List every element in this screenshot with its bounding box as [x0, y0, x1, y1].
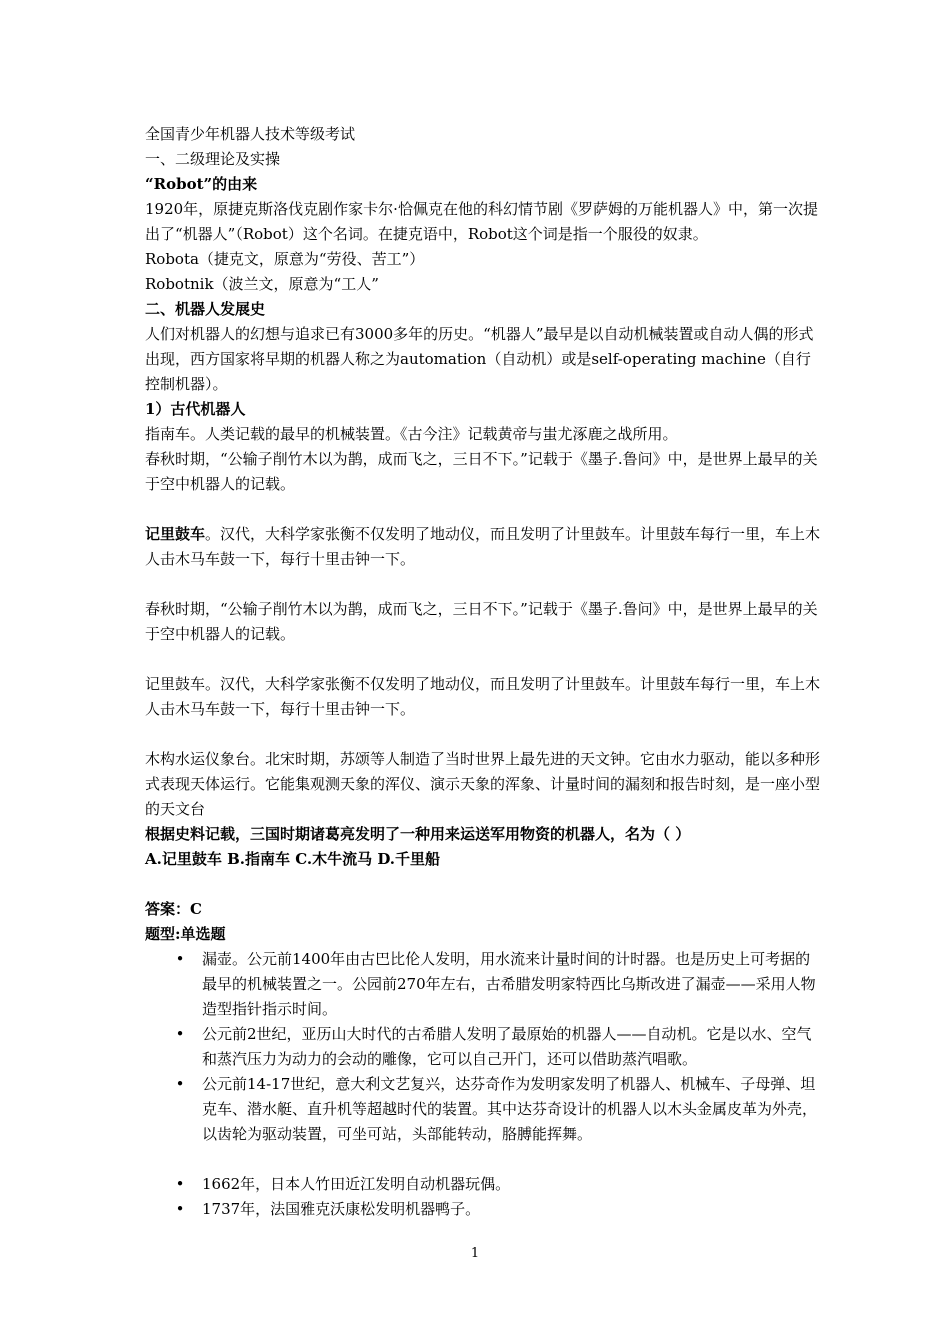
section-heading-2: 二、机器人发展史	[145, 300, 266, 318]
section-heading-1: 一、二级理论及实操	[145, 150, 281, 168]
list-item-text: 1662年，日本人竹田近江发明自动机器玩偶。	[202, 1175, 511, 1193]
doc-title: 全国青少年机器人技术等级考试	[145, 125, 356, 143]
jili-paragraph-1	[145, 522, 825, 572]
list-item-text: 公元前14-17世纪，意大利文艺复兴，达芬奇作为发明家发明了机器人、机械车、子母弹、坦克车、潜水艇、直升机等超越时代的装置。其中达芬奇设计的机器人以木头金属皮革为外壳，以齿轮为驱动装置，可坐可站，头部能转动，胳膊能挥舞。	[202, 1075, 818, 1143]
robot-origin-heading: “Robot”的由来	[145, 175, 258, 193]
list-item	[145, 1072, 825, 1147]
mugou-paragraph: 木构水运仪象台。北宋时期，苏颂等人制造了当时世界上最先进的天文钟。它由水力驱动，能以多种形式表现天体运行。它能集观测天象的浑仪、演示天象的浑象、计量时间的漏刻和报告时刻，是一座小型的天文台	[145, 750, 821, 818]
bullet-icon: •	[175, 1025, 185, 1043]
list-item	[145, 1172, 825, 1197]
chunqiu-paragraph-2: 春秋时期，“公输子削竹木以为鹊，成而飞之，三日不下。”记载于《墨子.鲁问》中，是世界上最早的关于空中机器人的记载。	[145, 600, 818, 643]
bullet-icon: •	[175, 1175, 185, 1193]
blank-line	[145, 647, 825, 672]
ancient-robots-heading: 1）古代机器人	[145, 400, 246, 418]
jili-paragraph-1-text: 。汉代，大科学家张衡不仅发明了地动仪，而且发明了计里鼓车。计里鼓车每行一里，车上木人击木马车鼓一下，每行十里击钟一下。	[145, 525, 821, 568]
history-paragraph: 人们对机器人的幻想与追求已有3000多年的历史。“机器人”最早是以自动机械装置或自动人偶的形式出现，西方国家将早期的机器人称之为automation（自动机）或是self-operating machine（自行控制机器）。	[145, 325, 814, 393]
question-text: 根据史料记载，三国时期诸葛亮发明了一种用来运送军用物资的机器人，名为（ ）	[145, 825, 691, 843]
bullet-list-2	[145, 1172, 825, 1222]
jili-bold-term: 记里鼓车	[145, 525, 206, 543]
robotnik-line: Robotnik（波兰文，原意为“工人”	[145, 275, 379, 293]
list-item	[145, 1197, 825, 1222]
bullet-list-1	[145, 947, 825, 1147]
question-options: A.记里鼓车 B.指南车 C.木牛流马 D.千里船	[145, 850, 441, 868]
bullet-icon: •	[175, 1075, 185, 1093]
list-item-text: 公元前2世纪，亚历山大时代的古希腊人发明了最原始的机器人——自动机。它是以水、空气和蒸汽压力为动力的会动的雕像，它可以自己开门，还可以借助蒸汽唱歌。	[202, 1025, 812, 1068]
bullet-icon: •	[175, 950, 185, 968]
blank-line	[145, 722, 825, 747]
list-item-text: 1737年，法国雅克沃康松发明机器鸭子。	[202, 1200, 481, 1218]
chunqiu-paragraph-1: 春秋时期，“公输子削竹木以为鹊，成而飞之，三日不下。”记载于《墨子.鲁问》中，是世界上最早的关于空中机器人的记载。	[145, 450, 818, 493]
answer-line: 答案：C	[145, 900, 202, 918]
question-type-line: 题型:单选题	[145, 925, 226, 943]
blank-line	[145, 572, 825, 597]
bullet-icon: •	[175, 1200, 185, 1218]
page-number: 1	[470, 1246, 480, 1261]
blank-line	[145, 1147, 825, 1172]
document-body	[145, 122, 825, 1222]
blank-line	[145, 497, 825, 522]
list-item-text: 漏壶。公元前1400年由古巴比伦人发明，用水流来计量时间的计时器。也是历史上可考据的最早的机械装置之一。公园前270年左右，古希腊发明家特西比乌斯改进了漏壶——采用人物造型指针指示时间。	[202, 950, 816, 1018]
jili-paragraph-2: 记里鼓车。汉代，大科学家张衡不仅发明了地动仪，而且发明了计里鼓车。计里鼓车每行一里，车上木人击木马车鼓一下，每行十里击钟一下。	[145, 675, 821, 718]
zhinan-paragraph: 指南车。人类记载的最早的机械装置。《古今注》记载黄帝与蚩尤涿鹿之战所用。	[145, 425, 678, 443]
list-item	[145, 1022, 825, 1072]
robota-line: Robota（捷克文，原意为“劳役、苦工”）	[145, 250, 425, 268]
robot-origin-paragraph: 1920年，原捷克斯洛伐克剧作家卡尔·恰佩克在他的科幻情节剧《罗萨姆的万能机器人》中，第一次提出了“机器人”（Robot）这个名词。在捷克语中，Robot这个词是指一个服役的奴隶。	[145, 200, 818, 243]
blank-line	[145, 872, 825, 897]
list-item	[145, 947, 825, 1022]
